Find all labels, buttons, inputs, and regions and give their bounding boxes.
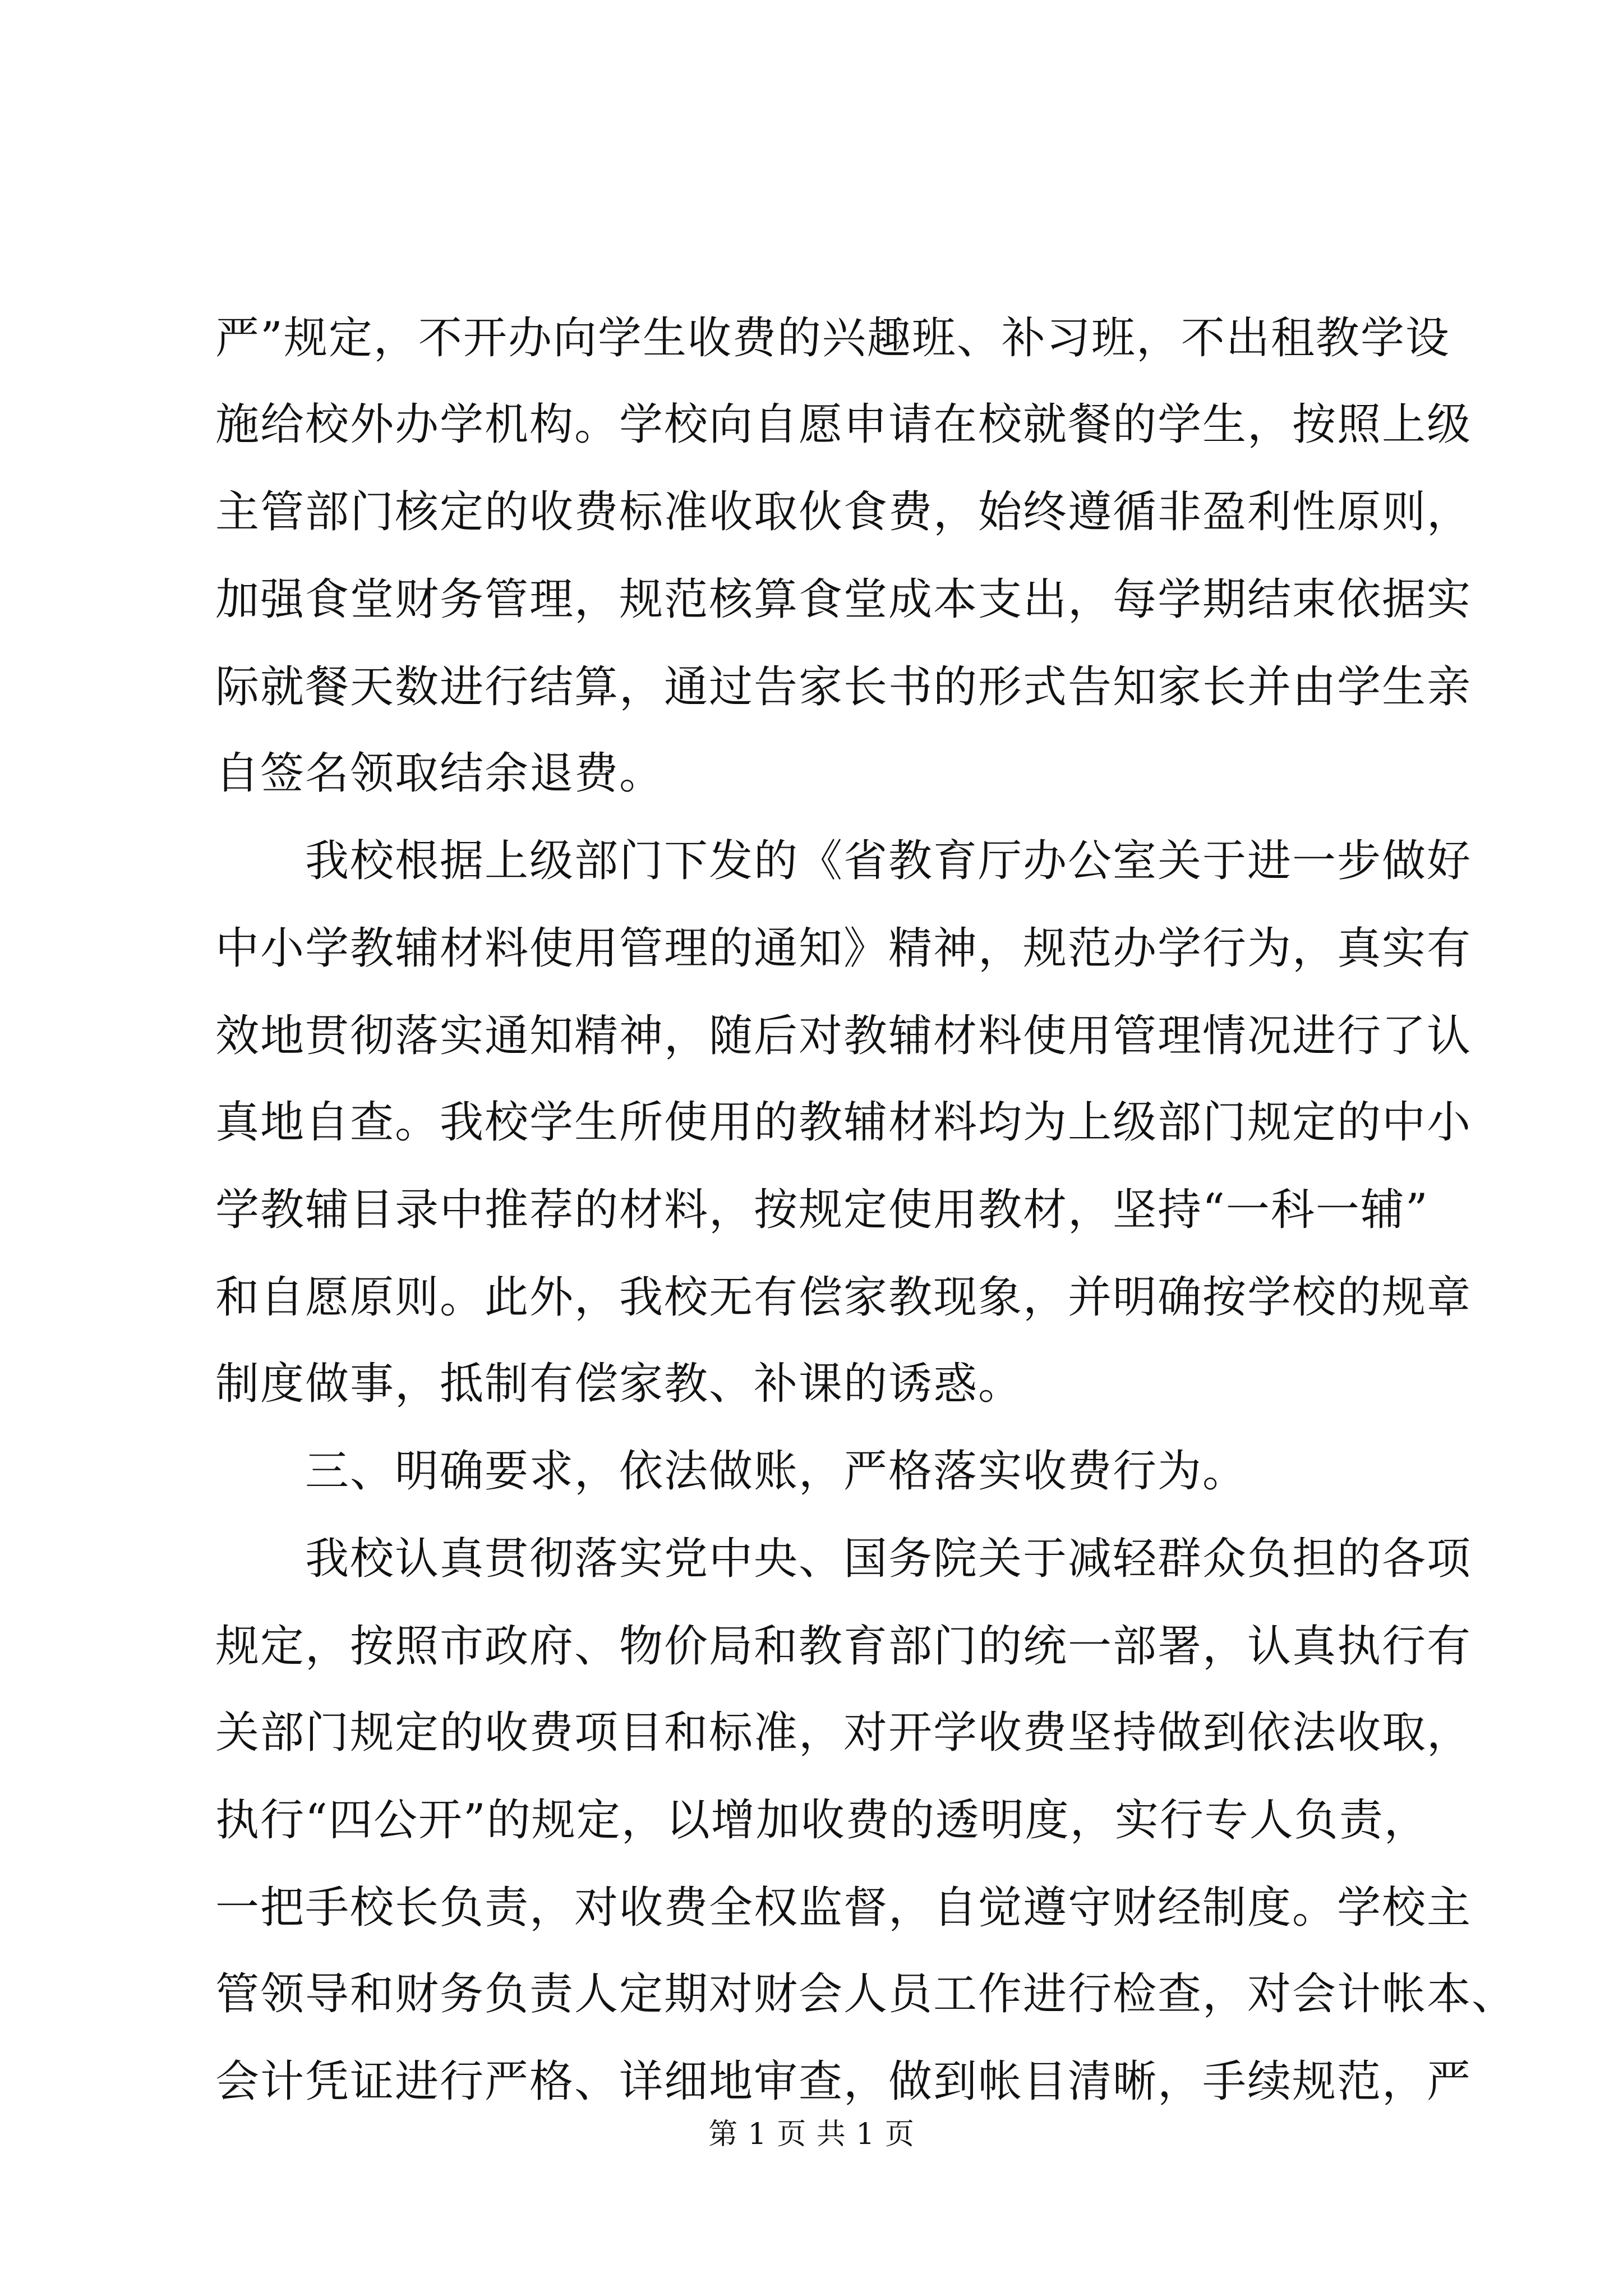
text-line: 真地自查。我校学生所使用的教辅材料均为上级部门规定的中小 xyxy=(215,1097,1472,1148)
text-line: 会计凭证进行严格、详细地审查，做到帐目清晰，手续规范，严 xyxy=(215,2056,1472,2107)
text-line: 一把手校长负责，对收费全权监督，自觉遵守财经制度。学校主 xyxy=(215,1883,1472,1933)
text-line: 中小学教辅材料使用管理的通知》精神，规范办学行为，真实有 xyxy=(215,923,1472,974)
text-line: 效地贯彻落实通知精神，随后对教辅材料使用管理情况进行了认 xyxy=(215,1011,1472,1061)
section-heading: 三、明确要求，依法做账，严格落实收费行为。 xyxy=(305,1446,1248,1497)
text-line: 加强食堂财务管理，规范核算食堂成本支出，每学期结束依据实 xyxy=(215,574,1472,625)
text-line: 自签名领取结余退费。 xyxy=(215,748,665,799)
text-line: 和自愿原则。此外，我校无有偿家教现象，并明确按学校的规章 xyxy=(215,1272,1472,1323)
text-line: 主管部门核定的收费标准收取伙食费，始终遵循非盈利性原则， xyxy=(215,487,1472,537)
text-line: 学教辅目录中推荐的材料，按规定使用教材，坚持“一科一辅” xyxy=(215,1185,1429,1235)
text-line: 执行“四公开”的规定，以增加收费的透明度，实行专人负责， xyxy=(215,1795,1429,1846)
text-line: 严”规定，不开办向学生收费的兴趣班、补习班，不出租教学设 xyxy=(215,313,1450,364)
text-line: 规定，按照市政府、物价局和教育部门的统一部署，认真执行有 xyxy=(215,1621,1472,1672)
page-number-footer: 第 1 页 共 1 页 xyxy=(708,2118,915,2151)
text-line: 关部门规定的收费项目和标准，对开学收费坚持做到依法收取， xyxy=(215,1708,1472,1758)
text-line: 际就餐天数进行结算，通过告家长书的形式告知家长并由学生亲 xyxy=(215,662,1472,712)
text-line: 制度做事，抵制有偿家教、补课的诱惑。 xyxy=(215,1359,1023,1409)
text-line: 施给校外办学机构。学校向自愿申请在校就餐的学生，按照上级 xyxy=(215,399,1472,450)
paragraph-first-line: 我校认真贯彻落实党中央、国务院关于减轻群众负担的各项 xyxy=(305,1534,1472,1584)
text-line: 管领导和财务负责人定期对财会人员工作进行检查，对会计帐本、 xyxy=(215,1969,1517,2019)
paragraph-first-line: 我校根据上级部门下发的《省教育厅办公室关于进一步做好 xyxy=(305,836,1472,886)
